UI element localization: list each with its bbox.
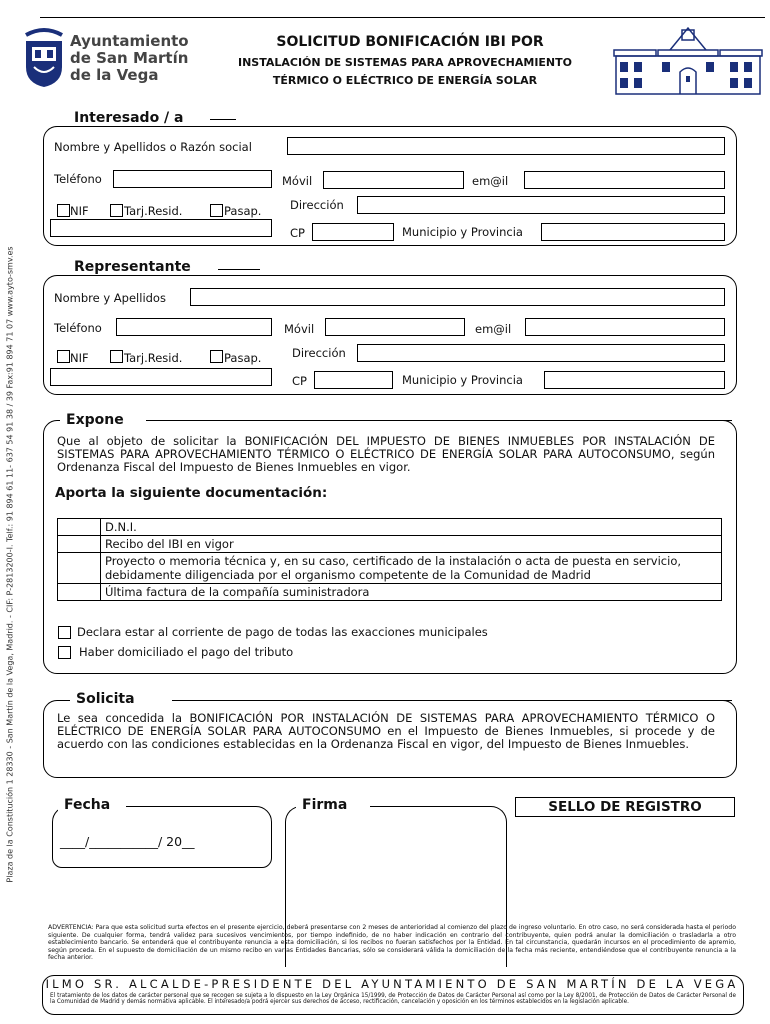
legend-rule bbox=[210, 119, 236, 120]
representante-legend: Representante bbox=[68, 259, 228, 275]
doc-cell: Última factura de la compañía suministradora bbox=[101, 584, 722, 601]
address-label: Dirección bbox=[292, 346, 346, 360]
representante-document-number-field[interactable] bbox=[50, 368, 272, 386]
expone-legend: Expone bbox=[60, 412, 152, 428]
email-label: em@il bbox=[472, 174, 509, 188]
expone-text: Que al objeto de solicitar la BONIFICACIÓN DEL IMPUESTO DE BIENES INMUEBLES POR INSTALACIÓN DE SISTEMAS PARA APROVECHAMIENTO TÉRMICO O ELÉCTRICO DE ENERGÍA SOLAR PARA AUTOCONSUMO, según Ordenanza Fiscal del Impuesto de Bienes Inmuebles en vigor. bbox=[57, 434, 715, 474]
interesado-document-number-field[interactable] bbox=[50, 219, 272, 237]
representante-municipio-field[interactable] bbox=[544, 371, 725, 389]
pasap-label: Pasap. bbox=[224, 351, 262, 365]
representante-name-field[interactable] bbox=[190, 288, 725, 306]
firma-legend: Firma bbox=[296, 797, 370, 813]
cp-label: CP bbox=[290, 226, 305, 240]
interesado-pasap-checkbox[interactable] bbox=[210, 204, 223, 217]
municipio-label: Municipio y Provincia bbox=[402, 225, 523, 239]
municipio-label: Municipio y Provincia bbox=[402, 373, 523, 387]
doc-check-cell[interactable] bbox=[58, 536, 101, 553]
representante-mobile-field[interactable] bbox=[325, 318, 465, 336]
table-row bbox=[58, 553, 722, 584]
doc-check-cell[interactable] bbox=[58, 519, 101, 536]
table-row bbox=[58, 584, 722, 601]
phone-label: Teléfono bbox=[54, 172, 102, 186]
legend-rule bbox=[218, 269, 260, 270]
interesado-municipio-field[interactable] bbox=[541, 223, 725, 241]
interesado-legend: Interesado / a bbox=[68, 110, 220, 126]
declara-checkbox[interactable] bbox=[58, 626, 71, 639]
sidebar-contact-text: Plaza de la Constitución 1 28330 - San Martín de la Vega, Madrid. - CIF: P-2813200-I. Telf.: 91 894 61 11- 637 54 91 38 / 39 Fax:91 894 71 07 www.ayto-smv.es bbox=[5, 246, 15, 883]
email-label: em@il bbox=[475, 322, 512, 336]
sello-registro-label: SELLO DE REGISTRO bbox=[515, 797, 735, 817]
fecha-field[interactable]: ____/___________/ 20__ bbox=[60, 834, 195, 849]
interesado-email-field[interactable] bbox=[524, 171, 725, 189]
pasap-label: Pasap. bbox=[224, 204, 262, 218]
interesado-name-field[interactable] bbox=[287, 137, 725, 155]
phone-label: Teléfono bbox=[54, 321, 102, 335]
table-row bbox=[58, 519, 722, 536]
legend-rule bbox=[172, 700, 732, 701]
fecha-legend: Fecha bbox=[58, 797, 126, 813]
representante-cp-field[interactable] bbox=[314, 371, 393, 389]
coat-of-arms-icon bbox=[22, 27, 66, 89]
address-label: Dirección bbox=[290, 198, 344, 212]
legend-rule bbox=[146, 420, 732, 421]
docs-heading: Aporta la siguiente documentación: bbox=[55, 485, 328, 501]
doc-check-cell[interactable] bbox=[58, 553, 101, 584]
addressee-text: ILMO SR. ALCALDE-PRESIDENTE DEL AYUNTAMIENTO DE SAN MARTÍN DE LA VEGA bbox=[45, 977, 739, 991]
mobile-label: Móvil bbox=[282, 174, 313, 188]
documents-table bbox=[57, 518, 722, 601]
form-subtitle: INSTALACIÓN DE SISTEMAS PARA APROVECHAMIENTO TÉRMICO O ELÉCTRICO DE ENERGÍA SOLAR bbox=[237, 56, 572, 87]
representante-email-field[interactable] bbox=[525, 318, 725, 336]
interesado-tarj-checkbox[interactable] bbox=[110, 204, 123, 217]
solicita-text: Le sea concedida la BONIFICACIÓN POR INSTALACIÓN DE SISTEMAS PARA APROVECHAMIENTO TÉRMICO O ELÉCTRICO DE ENERGÍA SOLAR PARA AUTOCONSUMO en el Impuesto de Bienes Inmuebles, si procede y de acuerdo con las condiciones establecidas en la Ordenanza Fiscal en vigor, del Impuesto de Bienes Inmuebles. bbox=[57, 711, 715, 751]
domiciliado-checkbox[interactable] bbox=[58, 646, 71, 659]
cp-label: CP bbox=[292, 374, 307, 388]
doc-cell: Proyecto o memoria técnica y, en su caso, certificado de la instalación o acta de puesta en servicio, debidamente diligenciada por el organismo competente de la Comunidad de Madrid bbox=[101, 553, 722, 584]
nif-label: NIF bbox=[70, 351, 89, 365]
representante-pasap-checkbox[interactable] bbox=[210, 350, 223, 363]
interesado-mobile-field[interactable] bbox=[323, 171, 464, 189]
advertencia-text: ADVERTENCIA: Para que esta solicitud surta efectos en el presente ejercicio, deberá presentarse con 2 meses de anterioridad al comienzo del plazo de ingreso voluntario. En otro caso, no será considerada hasta el periodo siguiente. De cualquier forma, tendrá validez para sucesivos vencimientos, por tiempo indefinido, de no haber indicación en contrario del contribuyente, quien podrá anular la domiciliación o trasladarla a otro establecimiento bancario. Se entenderá que el contribuyente renuncia a esta domiciliación, si los recibos no fueran satisfechos por la Entidad. En tal circunstancia, quedarán incursos en el procedimiento de apremio, según proceda. En el supuesto de domiciliación de un mismo recibo en varias Entidades Bancarias, sólo se considerará válida la domiciliación de la fecha más reciente, entendiéndose que el contribuyente renuncia a la fecha anterior. bbox=[48, 924, 736, 961]
interesado-phone-field[interactable] bbox=[113, 170, 272, 188]
interesado-cp-field[interactable] bbox=[312, 223, 394, 241]
doc-cell: Recibo del IBI en vigor bbox=[101, 536, 722, 553]
table-row bbox=[58, 536, 722, 553]
tarj-label: Tarj.Resid. bbox=[124, 204, 183, 218]
interesado-nif-checkbox[interactable] bbox=[57, 204, 70, 217]
domiciliado-label: Haber domiciliado el pago del tributo bbox=[79, 645, 294, 659]
interesado-address-field[interactable] bbox=[357, 196, 725, 214]
privacy-text: El tratamiento de los datos de carácter personal que se recogen se sujeta a lo dispuesto en la Ley Orgánica 15/1999, de Protección de Datos de Carácter Personal así como por la Ley 8/2001, de Protección de Datos de Carácter Personal de la Comunidad de Madrid y demás normativa aplicable. El interesado/a podrá ejercer sus derechos de acceso, rectificación, cancelación y oposición en los términos establecidos en la legislación aplicable. bbox=[50, 993, 736, 1006]
mobile-label: Móvil bbox=[284, 322, 315, 336]
representante-nif-checkbox[interactable] bbox=[57, 350, 70, 363]
top-rule bbox=[40, 17, 765, 18]
town-hall-building-icon bbox=[612, 22, 764, 98]
name-label: Nombre y Apellidos bbox=[54, 291, 166, 305]
representante-address-field[interactable] bbox=[357, 344, 725, 362]
declara-label: Declara estar al corriente de pago de todas las exacciones municipales bbox=[77, 625, 488, 639]
organization-name: Ayuntamiento de San Martín de la Vega bbox=[70, 32, 189, 84]
tarj-label: Tarj.Resid. bbox=[124, 351, 183, 365]
form-title: SOLICITUD BONIFICACIÓN IBI POR bbox=[276, 34, 544, 50]
name-label: Nombre y Apellidos o Razón social bbox=[54, 140, 252, 154]
doc-check-cell[interactable] bbox=[58, 584, 101, 601]
representante-phone-field[interactable] bbox=[116, 318, 272, 336]
doc-cell: D.N.I. bbox=[101, 519, 722, 536]
representante-tarj-checkbox[interactable] bbox=[110, 350, 123, 363]
solicita-legend: Solicita bbox=[70, 691, 178, 707]
nif-label: NIF bbox=[70, 204, 89, 218]
